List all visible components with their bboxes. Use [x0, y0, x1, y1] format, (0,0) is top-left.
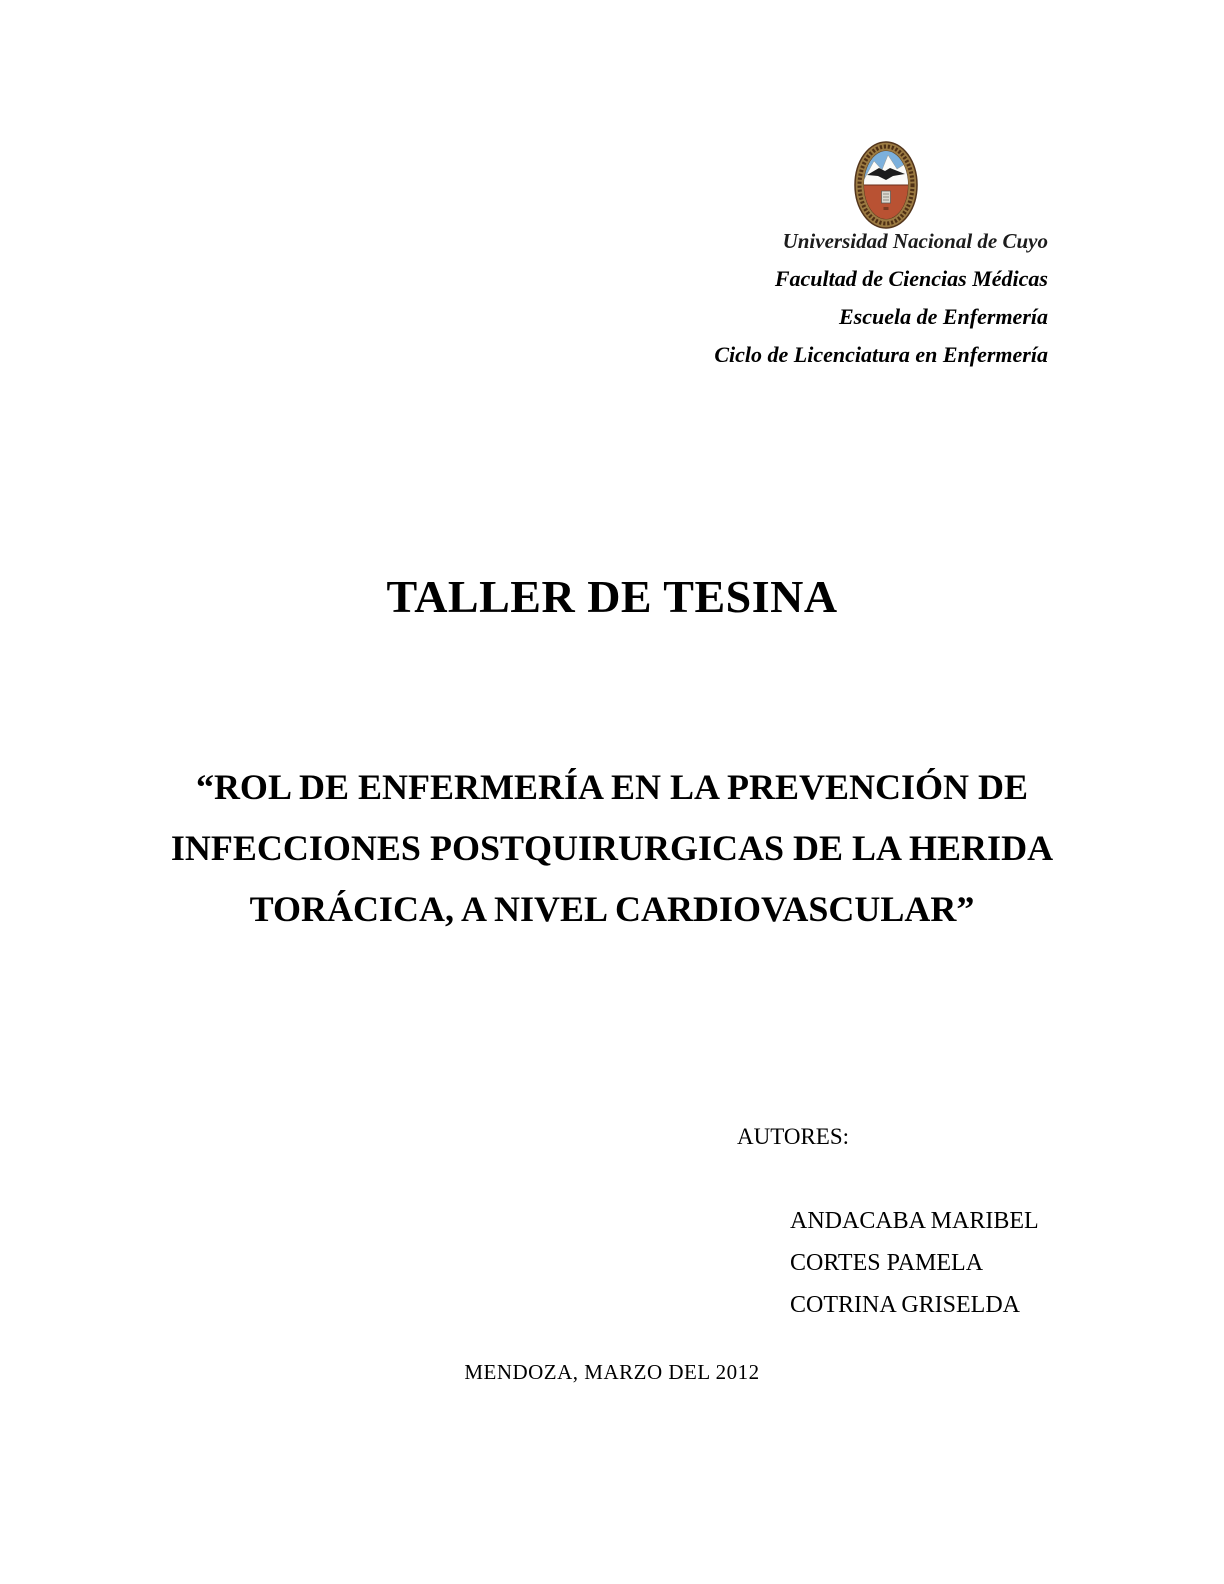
thesis-title	[90, 757, 1134, 940]
school-name: Escuela de Enfermería	[839, 304, 1048, 329]
university-name: Universidad Nacional de Cuyo	[782, 229, 1048, 253]
thesis-title-line-3: TORÁCICA, A NIVEL CARDIOVASCULAR”	[249, 889, 975, 929]
authors-label: AUTORES:	[737, 1124, 850, 1149]
author-name-3: COTRINA GRISELDA	[790, 1292, 1021, 1318]
university-crest-logo	[853, 139, 919, 231]
institution-block	[714, 222, 1048, 374]
university-crest-icon	[853, 139, 919, 231]
thesis-title-line-2: INFECCIONES POSTQUIRURGICAS DE LA HERIDA	[170, 828, 1054, 868]
authors-list	[790, 1200, 1039, 1326]
program-name: Ciclo de Licenciatura en Enfermería	[714, 342, 1048, 367]
place-date: MENDOZA, MARZO DEL 2012	[464, 1360, 760, 1384]
thesis-title-line-1: “ROL DE ENFERMERÍA EN LA PREVENCIÓN DE	[195, 767, 1029, 807]
author-name-2: CORTES PAMELA	[790, 1250, 984, 1276]
faculty-name: Facultad de Ciencias Médicas	[774, 266, 1048, 291]
main-title: TALLER DE TESINA	[386, 571, 838, 622]
author-name-1: ANDACABA MARIBEL	[790, 1208, 1039, 1234]
